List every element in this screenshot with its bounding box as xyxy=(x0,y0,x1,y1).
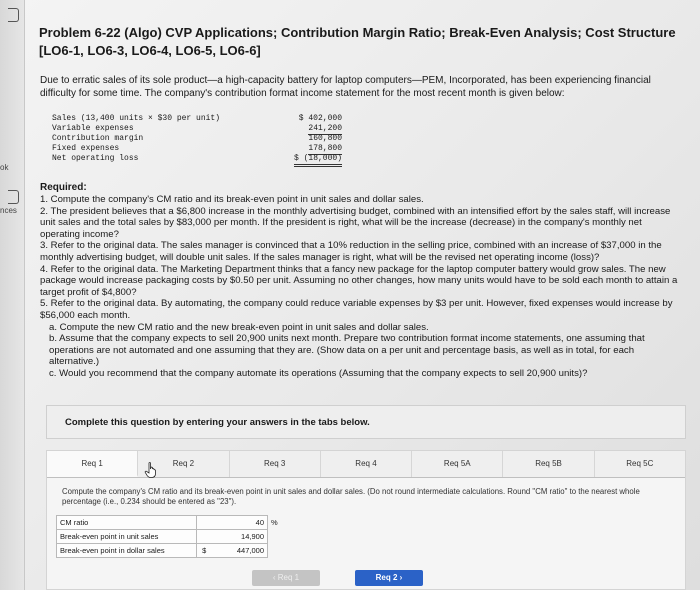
instructions-banner xyxy=(46,405,686,439)
instructions-banner-text: Complete this question by entering your answers in the tabs below. xyxy=(65,417,370,428)
statement-value: $ (18,000) xyxy=(294,154,342,167)
tab-req-4[interactable]: Req 4 xyxy=(321,451,412,477)
percent-unit: % xyxy=(271,518,278,527)
sidebar-label-references[interactable]: nces xyxy=(0,206,17,215)
tab-req-5c[interactable]: Req 5C xyxy=(626,459,654,468)
requirement-tabs xyxy=(47,451,685,478)
pointer-hand-icon xyxy=(144,462,158,478)
statement-row-net-operating-loss xyxy=(52,154,342,164)
answer-table xyxy=(56,515,282,558)
next-req-label: Req 2 xyxy=(375,573,398,582)
statement-label: Variable expenses xyxy=(52,124,134,133)
statement-row-sales xyxy=(52,114,342,124)
break-even-dollars-label: Break-even point in dollar sales xyxy=(57,544,197,558)
requirement-5b: b. Assume that the company expects to sell 20,900 units next month. Prepare two contribution format income statements, one assuming that operations are not automated and one assuming that they are. (Show data on a per unit and percentage basis, as well as in total, for each alternative.) xyxy=(49,333,645,368)
prev-req-button[interactable] xyxy=(252,570,320,586)
sidebar-tab-icon[interactable] xyxy=(8,8,19,22)
answer-row-break-even-dollars xyxy=(57,544,282,558)
requirement-5a: a. Compute the new CM ratio and the new break-even point in unit sales and dollar sales. xyxy=(49,321,429,333)
sidebar-label-top[interactable]: ok xyxy=(0,163,9,172)
statement-label: Sales (13,400 units × $30 per unit) xyxy=(52,114,221,123)
requirement-5: 5. Refer to the original data. By automating, the company could reduce variable expenses by $3 per unit. However, fixed expenses would increase by $56,000 each month. xyxy=(40,298,673,321)
tab-req-2[interactable]: Req 2 xyxy=(138,451,229,477)
statement-label: Fixed expenses xyxy=(52,144,120,153)
break-even-units-label: Break-even point in unit sales xyxy=(57,530,197,544)
currency-symbol: $ xyxy=(197,544,212,558)
tab-instructions: Compute the company's CM ratio and its break-even point in unit sales and dollar sales. (Do not round intermediate calculations. Round "CM ratio" to the nearest whole percentage (i.e., 0.234 should be entered as "23"). xyxy=(62,487,640,506)
chevron-left-icon: ‹ xyxy=(272,573,278,582)
tab-req-1[interactable]: Req 1 xyxy=(47,451,138,477)
sidebar-tab-icon[interactable] xyxy=(8,190,19,204)
statement-value: 160,800 xyxy=(308,134,342,143)
statement-row-contribution-margin xyxy=(52,134,342,144)
required-list xyxy=(40,194,680,380)
answer-row-break-even-units xyxy=(57,530,282,544)
currency-cell xyxy=(197,530,212,544)
statement-value: 178,800 xyxy=(308,144,342,153)
requirement-3: 3. Refer to the original data. The sales manager is convinced that a 10% reduction in the selling price, combined with an increase of $37,000 in the monthly advertising budget, will double unit sales. If the sales manager is right, what will be the revised net operating income (loss)? xyxy=(40,240,662,263)
statement-value: $ 402,000 xyxy=(298,114,342,123)
left-sidebar xyxy=(0,0,25,590)
next-req-button[interactable] xyxy=(355,570,423,586)
statement-row-variable-expenses xyxy=(52,124,342,134)
statement-value: 241,200 xyxy=(308,124,342,133)
statement-label: Contribution margin xyxy=(52,134,144,143)
currency-cell xyxy=(197,516,212,530)
requirement-4: 4. Refer to the original data. The Marketing Department thinks that a fancy new package for the laptop computer battery would grow sales. The new package would increase packaging costs by $0.50 per unit. Assuming no other changes, how many units would have to be sold each month to attain a target profit of $4,800? xyxy=(40,263,678,298)
requirement-5c: c. Would you recommend that the company automate its operations (Assuming that the company expects to sell 20,900 units)? xyxy=(49,367,588,379)
statement-label: Net operating loss xyxy=(52,154,139,163)
statement-row-fixed-expenses xyxy=(52,144,342,154)
break-even-units-input[interactable]: 14,900 xyxy=(212,530,268,544)
chevron-right-icon: › xyxy=(397,573,403,582)
cm-ratio-input[interactable]: 40 xyxy=(212,516,268,530)
tab-req-5a[interactable]: Req 5A xyxy=(412,451,503,477)
tab-req-5b[interactable]: Req 5B xyxy=(503,451,594,477)
prev-req-label: Req 1 xyxy=(277,573,300,582)
cm-ratio-label: CM ratio xyxy=(57,516,197,530)
problem-intro: Due to erratic sales of its sole product—a high-capacity battery for laptop computers—PEM, Incorporated, has been experiencing financial difficulty for some time. The company's contribution format income statement for the most recent month is given below: xyxy=(40,75,651,99)
income-statement xyxy=(52,114,342,164)
answer-row-cm-ratio xyxy=(57,516,282,530)
requirement-2: 2. The president believes that a $6,800 increase in the monthly advertising budget, combined with an intensified effort by the sales staff, will increase unit sales and the total sales by $83,000 per month. If the president is right, what will be the increase (decrease) in the company's monthly net operating income? xyxy=(40,205,671,240)
tab-req-3[interactable]: Req 3 xyxy=(230,451,321,477)
problem-title: Problem 6-22 (Algo) CVP Applications; Contribution Margin Ratio; Break-Even Analysis; Cost Structure [LO6-1, LO6-3, LO6-4, LO6-5, LO6-6] xyxy=(39,25,676,58)
required-heading: Required: xyxy=(40,182,87,193)
break-even-dollars-input[interactable]: 447,000 xyxy=(212,544,268,558)
requirement-1: 1. Compute the company's CM ratio and its break-even point in unit sales and dollar sales. xyxy=(40,194,424,205)
